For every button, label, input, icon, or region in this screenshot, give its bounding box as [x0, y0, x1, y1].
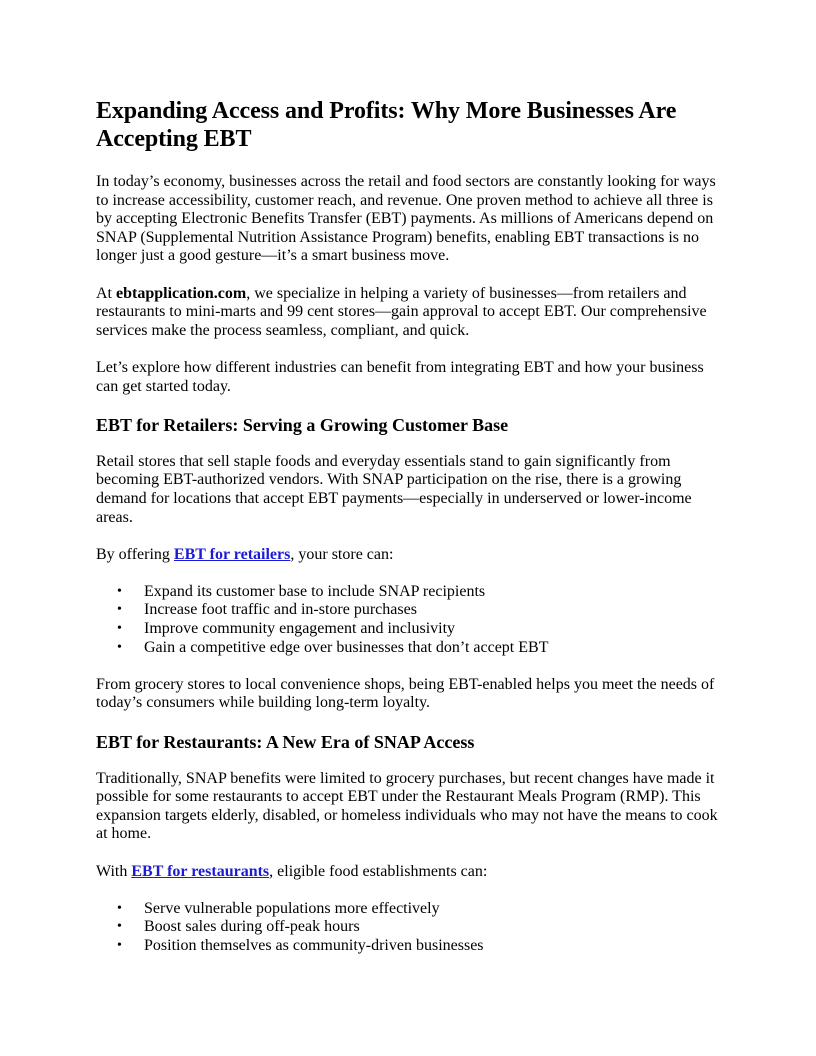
list-item-text: Expand its customer base to include SNAP recipients	[144, 582, 486, 600]
bullet-icon: •	[117, 937, 122, 953]
bullet-icon: •	[117, 639, 122, 655]
retailers-closing-paragraph: From grocery stores to local convenience shops, being EBT-enabled helps you meet the needs of today’s consumers while building long-term loyalty.	[96, 675, 715, 712]
retailers-benefits-list	[96, 583, 728, 657]
restaurants-paragraph-1: Traditionally, SNAP benefits were limited to grocery purchases, but recent changes have made it possible for some restaurants to accept EBT under the Restaurant Meals Program (RMP). This expansion targets elderly, disabled, or homeless individuals who may not have the means to cook at home.	[96, 769, 718, 843]
list-item-text: Gain a competitive edge over businesses that don’t accept EBT	[144, 638, 549, 656]
list-item	[96, 620, 728, 639]
list-item-text: Boost sales during off-peak hours	[144, 918, 360, 936]
list-item	[96, 639, 728, 658]
intro-paragraph-1: In today’s economy, businesses across the retail and food sectors are constantly looking for ways to increase accessibility, customer reach, and revenue. One proven method to achieve all three is by accepting Electronic Benefits Transfer (EBT) payments. As millions of Americans depend on SNAP (Supplemental Nutrition Assistance Program) benefits, enabling EBT transactions is no longer just a good gesture—it’s a smart business move.	[96, 173, 716, 265]
list-item-text: Increase foot traffic and in-store purchases	[144, 601, 417, 619]
intro-paragraph-3: Let’s explore how different industries can benefit from integrating EBT and how your business can get started today.	[96, 358, 704, 395]
intro-paragraph-2	[96, 285, 728, 341]
page-title: Expanding Access and Profits: Why More Businesses Are Accepting EBT	[96, 98, 677, 152]
list-item	[96, 937, 728, 956]
brand-name: ebtapplication.com	[116, 284, 247, 302]
ebt-for-restaurants-link[interactable]: EBT for restaurants	[131, 862, 270, 880]
bullet-icon: •	[117, 602, 122, 618]
list-item	[96, 583, 728, 602]
ebt-for-retailers-link[interactable]: EBT for retailers	[173, 545, 291, 563]
list-item-text: Improve community engagement and inclusivity	[144, 620, 456, 638]
list-item	[96, 900, 728, 919]
list-item-text: Position themselves as community-driven businesses	[144, 936, 484, 954]
restaurants-benefits-list	[96, 900, 728, 956]
restaurants-offer-suffix: , eligible food establishments can:	[269, 862, 488, 880]
list-item	[96, 918, 728, 937]
bullet-icon: •	[117, 900, 122, 916]
retailers-paragraph-1: Retail stores that sell staple foods and everyday essentials stand to gain significantly from becoming EBT-authorized vendors. With SNAP participation on the rise, there is a growing demand for locations that accept EBT payments—especially in underserved or lower-income areas.	[96, 452, 692, 526]
retailers-offer-line	[96, 546, 728, 565]
restaurants-heading: EBT for Restaurants: A New Era of SNAP Access	[96, 731, 475, 752]
retailers-offer-prefix: By offering	[96, 545, 174, 563]
bullet-icon: •	[117, 583, 122, 599]
document-page	[96, 97, 728, 974]
restaurants-offer-prefix: With	[96, 862, 132, 880]
bullet-icon: •	[117, 919, 122, 935]
list-item-text: Serve vulnerable populations more effectively	[144, 899, 440, 917]
retailers-offer-suffix: , your store can:	[290, 545, 394, 563]
list-item	[96, 601, 728, 620]
retailers-heading: EBT for Retailers: Serving a Growing Customer Base	[96, 414, 509, 435]
restaurants-offer-line	[96, 863, 728, 882]
intro-p2-prefix: At	[96, 284, 116, 302]
intro-p2-rest: , we specialize in helping a variety of businesses—from retailers and restaurants to mini-marts and 99 cent stores—gain approval to accept EBT. Our comprehensive services make the process seamless, compliant, and quick.	[96, 284, 707, 339]
bullet-icon: •	[117, 621, 122, 637]
